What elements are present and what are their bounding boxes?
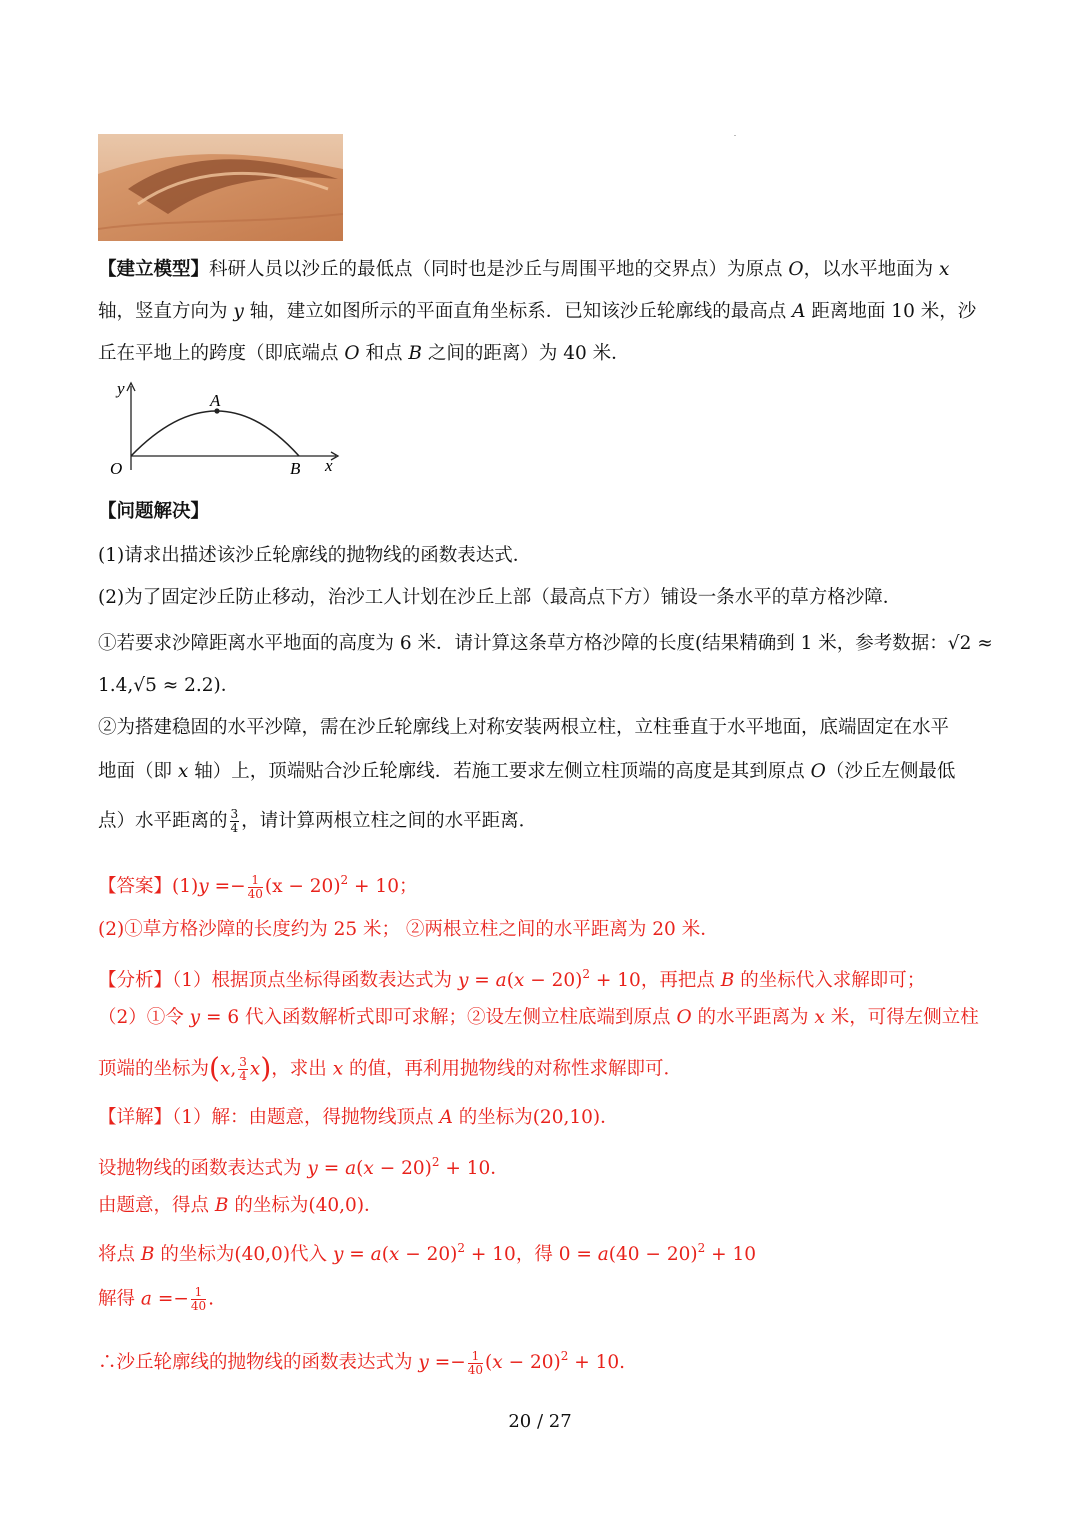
point-a-label: A <box>210 391 221 410</box>
intro-text: 科研人员以沙丘的最低点（同时也是沙丘与周围平地的交界点）为原点 <box>209 259 783 280</box>
analysis-text: 米，可得左侧立柱 <box>830 1007 979 1028</box>
detail-label: 【详解】 <box>98 1107 173 1128</box>
analysis-text: ，求出 <box>271 1058 327 1080</box>
analysis-text: 代入函数解析式即可求解；②设左侧立柱底端到原点 <box>245 1007 671 1028</box>
question-text: （沙丘左侧最低 <box>825 761 956 782</box>
answer-line-2: (2)①草方格沙障的长度约为 25 米； ②两根立柱之间的水平距离为 20 米． <box>98 919 719 940</box>
detail-line-6: ∴沙丘轮廓线的抛物线的函数表达式为 y =− $\frac{1}{40}$ $(x - 20)^2 + 10$. <box>98 1348 626 1377</box>
detail-text: 由题意，得点 <box>98 1195 210 1216</box>
intro-text: 轴，建立如图所示的平面直角坐标系．已知该沙丘轮廓线的最高点 <box>249 301 787 322</box>
x-axis-label: x <box>325 456 333 475</box>
analysis-text: 的坐标代入求解即可； <box>740 970 926 991</box>
point-b-label: B <box>290 459 301 478</box>
detail-text: ∴沙丘轮廓线的抛物线的函数表达式为 <box>98 1352 413 1373</box>
intro-text: 丘在平地上的跨度（即底端点 <box>98 343 339 364</box>
intro-text: 之间的距离）为 40 米． <box>427 343 630 364</box>
question-text: 轴）上，顶端贴合沙丘轮廓线．若施工要求左侧立柱顶端的高度是其到原点 <box>194 761 805 782</box>
question-2-2-line-3: 点）水平距离的 $\frac{3}{4}$ ，请计算两根立柱之间的水平距离． <box>98 807 538 835</box>
page-number: 20 / 27 <box>508 1411 572 1432</box>
intro-label: 【建立模型】 <box>98 259 210 280</box>
question-2-2: ②为搭建稳固的水平沙障，需在沙丘轮廓线上对称安装两根立柱，立柱垂直于水平地面，底端固定在水平 <box>98 717 950 738</box>
detail-text: 的坐标为(20,10)． <box>458 1107 619 1128</box>
detail-line-5: 解得 a =− $\frac{1}{40}$ . <box>98 1285 214 1313</box>
analysis-text: （1）根据顶点坐标得函数表达式为 <box>172 970 453 991</box>
question-2-1: ①若要求沙障距离水平地面的高度为 6 米．请计算这条草方格沙障的长度(结果精确到 1 米，参考数据：√2 ≈ <box>98 633 993 654</box>
speck <box>734 135 736 136</box>
analysis-text: （2）①令 <box>98 1007 184 1028</box>
intro-text: 距离地面 10 米，沙 <box>811 301 977 322</box>
sand-dune-photo <box>98 134 343 241</box>
analysis-text: 的值，再利用抛物线的对称性求解即可． <box>349 1058 683 1080</box>
detail-text: 将点 <box>98 1244 136 1265</box>
detail-line-2: 设抛物线的函数表达式为 $y = a(x - 20)^2 + 10$． <box>98 1155 509 1179</box>
detail-text: 的坐标为(40,0)． <box>234 1195 383 1216</box>
detail-line-4: 将点 B 的坐标为(40,0)代入 $y = a(x - 20)^2 + 10$，得 $0 = a(40 - 20)^2 + 10$ <box>98 1241 757 1265</box>
analysis-text: 顶端的坐标为 <box>98 1058 210 1080</box>
detail-line-3: 由题意，得点 B 的坐标为(40,0)． <box>98 1195 383 1216</box>
analysis-text: 的水平距离为 <box>697 1007 809 1028</box>
origin-label: O <box>110 459 123 478</box>
intro-line-1: 【建立模型】科研人员以沙丘的最低点（同时也是沙丘与周围平地的交界点）为原点 O，以水平地面为 x <box>98 259 950 280</box>
question-2-2-line-2: 地面（即 x 轴）上，顶端贴合沙丘轮廓线．若施工要求左侧立柱顶端的高度是其到原点 O（沙丘左侧最低 <box>98 761 956 782</box>
answer-text: + 10； <box>348 876 418 897</box>
question-2-1-cont: 1.4,√5 ≈ 2.2)． <box>98 675 240 696</box>
problem-label: 【问题解决】 <box>98 501 210 522</box>
detail-text: （1）解：由题意，得抛物线顶点 <box>172 1107 434 1128</box>
answer-label: 【答案】 <box>98 876 173 897</box>
question-2: (2)为了固定沙丘防止移动，治沙工人计划在沙丘上部（最高点下方）铺设一条水平的草方格沙障． <box>98 587 902 608</box>
question-text: 点）水平距离的 <box>98 810 228 832</box>
question-text: ，请计算两根立柱之间的水平距离． <box>241 810 538 832</box>
intro-text: ，以水平地面为 <box>803 259 934 280</box>
answer-text: (x − 20) <box>264 876 341 897</box>
analysis-text: ，再把点 <box>640 970 715 991</box>
parabola-diagram <box>98 378 348 478</box>
intro-text: 和点 <box>365 343 403 364</box>
analysis-label: 【分析】 <box>98 970 173 991</box>
detail-text: 设抛物线的函数表达式为 <box>98 1158 302 1179</box>
intro-text: 轴，竖直方向为 <box>98 301 228 322</box>
analysis-line-1: 【分析】（1）根据顶点坐标得函数表达式为 $y = a(x - 20)^2 + 10$，再把点 B 的坐标代入求解即可； <box>98 967 926 991</box>
parabola-curve <box>131 411 299 456</box>
question-text: 地面（即 <box>98 761 173 782</box>
answer-line-1: 【答案】(1)y =− $\frac{1}{40}$ $(x - 20)^2 + 10$； <box>98 872 418 901</box>
analysis-line-2: （2）①令 y = 6 代入函数解析式即可求解；②设左侧立柱底端到原点 O 的水平距离为 x 米，可得左侧立柱 <box>98 1007 979 1028</box>
detail-text: 解得 <box>98 1288 136 1310</box>
question-1: (1)请求出描述该沙丘轮廓线的抛物线的函数表达式． <box>98 545 532 566</box>
analysis-line-3: 顶端的坐标为(x, $\frac{3}{4}$ x)，求出 x 的值，再利用抛物线的对称性求解即可． <box>98 1051 683 1085</box>
intro-line-2: 轴，竖直方向为 y 轴，建立如图所示的平面直角坐标系．已知该沙丘轮廓线的最高点 A 距离地面 10 米，沙 <box>98 301 977 322</box>
detail-text: 的坐标为(40,0)代入 <box>160 1244 328 1265</box>
answer-text: (1) <box>172 876 199 897</box>
detail-text: ，得 <box>515 1244 553 1265</box>
y-axis-label: y <box>117 379 125 398</box>
detail-line-1: 【详解】（1）解：由题意，得抛物线顶点 A 的坐标为(20,10)． <box>98 1107 619 1128</box>
intro-line-3: 丘在平地上的跨度（即底端点 O 和点 B 之间的距离）为 40 米． <box>98 343 630 364</box>
